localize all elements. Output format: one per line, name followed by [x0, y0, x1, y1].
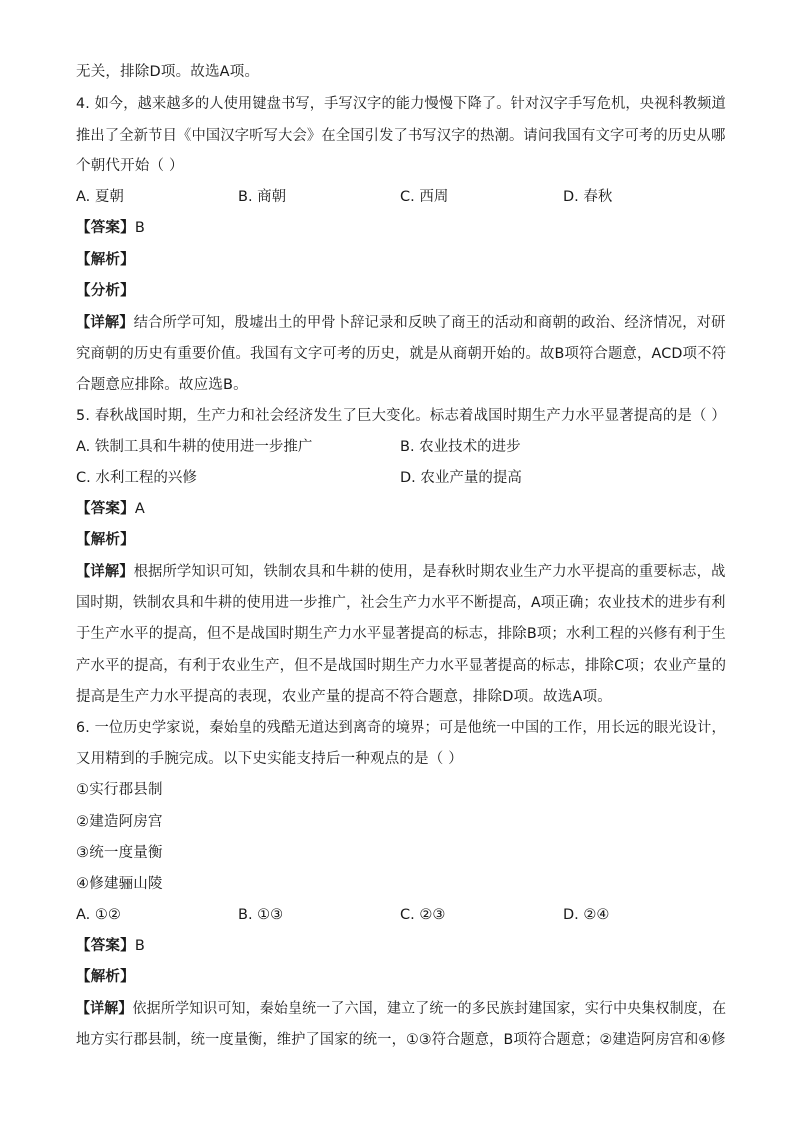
explanation-tag: 【详解】	[76, 564, 134, 580]
option-c: C. 西周	[400, 189, 449, 205]
option-b: B. 农业技术的进步	[400, 439, 521, 455]
text-line: 无关，排除D项。故选A项。	[76, 64, 260, 80]
option-d: D. ②④	[563, 907, 610, 923]
statement-4: ④修建骊山陵	[76, 876, 163, 892]
question-6-text: 又用精到的手腕完成。以下史实能支持后一种观点的是（ ）	[76, 751, 464, 767]
explanation-text: 产水平的提高，有利于农业生产，但不是战国时期生产力水平显著提高的标志，排除C项；农业产量的	[76, 658, 727, 674]
option-c: C. ②③	[400, 907, 446, 923]
option-c: C. 水利工程的兴修	[76, 470, 197, 486]
option-a: A. 夏朝	[76, 189, 124, 205]
answer-value: A	[134, 501, 145, 517]
question-4-text: 个朝代开始（ ）	[76, 158, 184, 174]
analysis-tag: 【解析】	[76, 252, 135, 268]
explanation-line	[76, 313, 726, 333]
statement-2: ②建造阿房宫	[76, 814, 163, 830]
question-6-text: 6. 一位历史学家说，秦始皇的残酷无道达到离奇的境界；可是他统一中国的工作，用长远的眼光设计，	[76, 720, 726, 736]
option-d: D. 农业产量的提高	[400, 470, 522, 486]
statement-3: ③统一度量衡	[76, 845, 163, 861]
answer-tag: 【答案】	[76, 938, 135, 954]
analysis-fenxi-tag: 【分析】	[76, 283, 135, 299]
explanation-tag: 【详解】	[76, 1001, 133, 1017]
explanation-text: 地方实行郡县制，统一度量衡，维护了国家的统一，①③符合题意，B项符合题意；②建造阿房宫和④修	[76, 1032, 726, 1048]
explanation-text: 合题意应排除。故应选B。	[76, 377, 248, 393]
option-b: B. 商朝	[238, 189, 287, 205]
option-b: B. ①③	[238, 907, 284, 923]
answer-tag: 【答案】	[76, 220, 135, 236]
explanation-line	[76, 562, 726, 582]
explanation-tag: 【详解】	[76, 315, 134, 331]
explanation-text: 依据所学知识可知，秦始皇统一了六国，建立了统一的多民族封建国家，实行中央集权制度，在	[132, 1001, 727, 1017]
option-a: A. ①②	[76, 907, 121, 923]
explanation-line	[76, 999, 727, 1019]
explanation-text: 提高是生产力水平提高的表现，农业产量的提高不符合题意，排除D项。故选A项。	[76, 689, 612, 705]
analysis-tag: 【解析】	[76, 969, 135, 985]
answer-line	[76, 499, 726, 519]
explanation-text: 于生产水平的提高，但不是战国时期生产力水平显著提高的标志，排除B项；水利工程的兴修有利于生	[76, 626, 726, 642]
answer-tag: 【答案】	[76, 501, 135, 517]
answer-value: B	[134, 938, 145, 954]
explanation-text: 究商朝的历史有重要价值。我国有文字可考的历史，就是从商朝开始的。故B项符合题意，ACD项不符	[76, 346, 727, 362]
option-a: A. 铁制工具和牛耕的使用进一步推广	[76, 439, 313, 455]
answer-line	[76, 936, 726, 956]
question-5-text: 5. 春秋战国时期，生产力和社会经济发生了巨大变化。标志着战国时期生产力水平显著提高的是（ ）	[76, 408, 726, 424]
question-4-text: 推出了全新节目《中国汉字听写大会》在全国引发了书写汉字的热潮。请问我国有文字可考的历史从哪	[76, 128, 726, 144]
analysis-tag: 【解析】	[76, 532, 135, 548]
explanation-text: 根据所学知识可知，铁制农具和牛耕的使用，是春秋时期农业生产力水平提高的重要标志，战	[133, 564, 726, 580]
option-d: D. 春秋	[563, 189, 613, 205]
explanation-text: 国时期，铁制农具和牛耕的使用进一步推广，社会生产力水平不断提高，A项正确；农业技术的进步有利	[76, 595, 726, 611]
question-4-text: 4. 如今，越来越多的人使用键盘书写，手写汉字的能力慢慢下降了。针对汉字手写危机，央视科教频道	[76, 96, 726, 112]
explanation-text: 结合所学可知，殷墟出土的甲骨卜辞记录和反映了商王的活动和商朝的政治、经济情况，对研	[133, 315, 726, 331]
statement-1: ①实行郡县制	[76, 782, 163, 798]
answer-value: B	[134, 220, 145, 236]
answer-line	[76, 218, 726, 238]
